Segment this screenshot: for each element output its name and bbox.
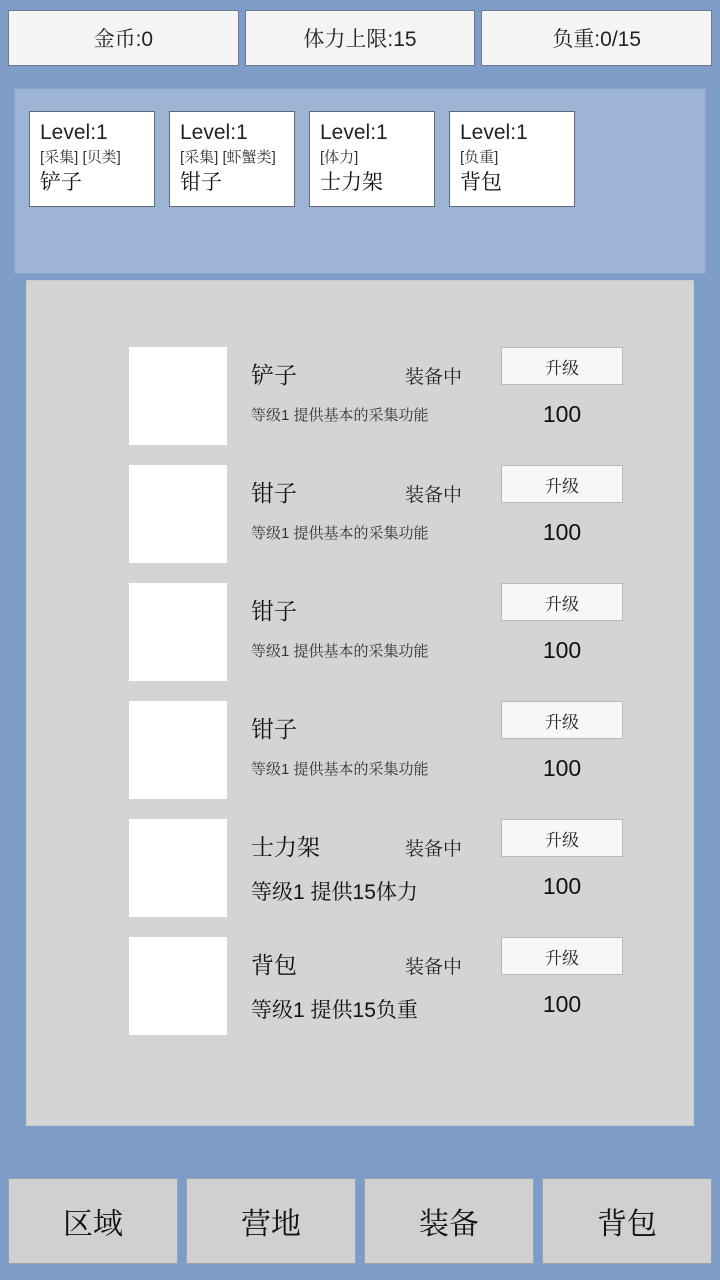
item-thumbnail: [129, 465, 227, 563]
carry-stat-label: 负重:0/15: [552, 28, 642, 51]
nav-equipment[interactable]: [364, 1178, 534, 1264]
upgrade-price: 100: [542, 873, 582, 899]
item-thumbnail: [129, 583, 227, 681]
equipped-card-level: Level:1: [180, 121, 248, 144]
item-title-line: [251, 711, 519, 744]
item-description: 等级1 提供基本的采集功能: [251, 761, 429, 778]
bottom-nav: [0, 1168, 720, 1280]
equipment-list-panel[interactable]: [26, 280, 694, 1126]
gold-stat: [8, 10, 239, 66]
item-description: 等级1 提供基本的采集功能: [251, 643, 429, 660]
nav-camp[interactable]: [186, 1178, 356, 1264]
item-thumbnail: [129, 701, 227, 799]
equipped-card-tags: [负重]: [460, 149, 499, 167]
item-title-line: [251, 829, 519, 862]
equipped-card-snickers[interactable]: [309, 111, 435, 207]
nav-equipment-label: 装备: [419, 1208, 479, 1241]
stamina-stat: [245, 10, 476, 66]
upgrade-price: 100: [542, 991, 582, 1017]
equipped-card-tags: [采集] [虾蟹类]: [180, 149, 276, 167]
item-info: [251, 701, 519, 779]
upgrade-button[interactable]: 升级: [501, 347, 623, 385]
upgrade-price: 100: [542, 637, 582, 663]
upgrade-button[interactable]: 升级: [501, 937, 623, 975]
upgrade-price: 100: [542, 401, 582, 427]
equipped-card-level: Level:1: [320, 121, 388, 144]
item-info: [251, 819, 519, 906]
upgrade-button[interactable]: 升级: [501, 701, 623, 739]
item-description: 等级1 提供15负重: [251, 999, 418, 1022]
status-badge: 装备中: [405, 367, 463, 388]
table-row[interactable]: [27, 465, 693, 583]
status-bar: [0, 0, 720, 66]
equipped-card-level: Level:1: [460, 121, 528, 144]
table-row[interactable]: [27, 701, 693, 819]
item-thumbnail: [129, 347, 227, 445]
gold-stat-label: 金币:0: [93, 28, 154, 51]
item-name: 钳子: [251, 598, 297, 624]
item-description: 等级1 提供基本的采集功能: [251, 525, 429, 542]
equipped-card-tongs[interactable]: [169, 111, 295, 207]
item-name: 铲子: [251, 362, 297, 388]
equipped-card-backpack[interactable]: [449, 111, 575, 207]
table-row[interactable]: [27, 583, 693, 701]
equipped-card-name: 士力架: [320, 171, 383, 194]
item-info: [251, 937, 519, 1024]
equipped-card-name: 铲子: [40, 171, 82, 194]
equipped-card-row: [29, 111, 691, 207]
equipped-card-name: 钳子: [180, 171, 222, 194]
item-thumbnail: [129, 819, 227, 917]
nav-backpack-label: 背包: [597, 1208, 657, 1241]
item-description: 等级1 提供15体力: [251, 881, 418, 904]
upgrade-button[interactable]: 升级: [501, 465, 623, 503]
upgrade-price: 100: [542, 755, 582, 781]
table-row[interactable]: [27, 819, 693, 937]
item-actions: [501, 347, 625, 428]
item-actions: [501, 465, 625, 546]
nav-area[interactable]: [8, 1178, 178, 1264]
equipped-card-tags: [体力]: [320, 149, 359, 167]
item-name: 背包: [251, 952, 297, 978]
equipment-list: [27, 281, 693, 1055]
item-actions: [501, 701, 625, 782]
item-name: 士力架: [251, 834, 320, 860]
item-title-line: [251, 593, 519, 626]
item-description: 等级1 提供基本的采集功能: [251, 407, 429, 424]
item-thumbnail: [129, 937, 227, 1035]
item-actions: [501, 583, 625, 664]
equipped-card-name: 背包: [460, 171, 502, 194]
item-title-line: [251, 475, 519, 508]
equipped-panel: [14, 88, 706, 274]
table-row[interactable]: [27, 347, 693, 465]
upgrade-button[interactable]: 升级: [501, 819, 623, 857]
stamina-stat-label: 体力上限:15: [303, 28, 417, 51]
upgrade-price: 100: [542, 519, 582, 545]
item-name: 钳子: [251, 480, 297, 506]
status-badge: 装备中: [405, 839, 463, 860]
item-info: [251, 465, 519, 543]
item-actions: [501, 819, 625, 900]
nav-backpack[interactable]: [542, 1178, 712, 1264]
item-actions: [501, 937, 625, 1018]
status-badge: 装备中: [405, 957, 463, 978]
table-row[interactable]: [27, 937, 693, 1055]
status-badge: 装备中: [405, 485, 463, 506]
carry-stat: [481, 10, 712, 66]
item-title-line: [251, 947, 519, 980]
item-title-line: [251, 357, 519, 390]
equipped-card-tags: [采集] [贝类]: [40, 149, 121, 167]
nav-camp-label: 营地: [241, 1208, 301, 1241]
nav-area-label: 区域: [63, 1208, 123, 1241]
equipped-card-level: Level:1: [40, 121, 108, 144]
item-name: 钳子: [251, 716, 297, 742]
equipped-card-shovel[interactable]: [29, 111, 155, 207]
item-info: [251, 347, 519, 425]
item-info: [251, 583, 519, 661]
upgrade-button[interactable]: 升级: [501, 583, 623, 621]
